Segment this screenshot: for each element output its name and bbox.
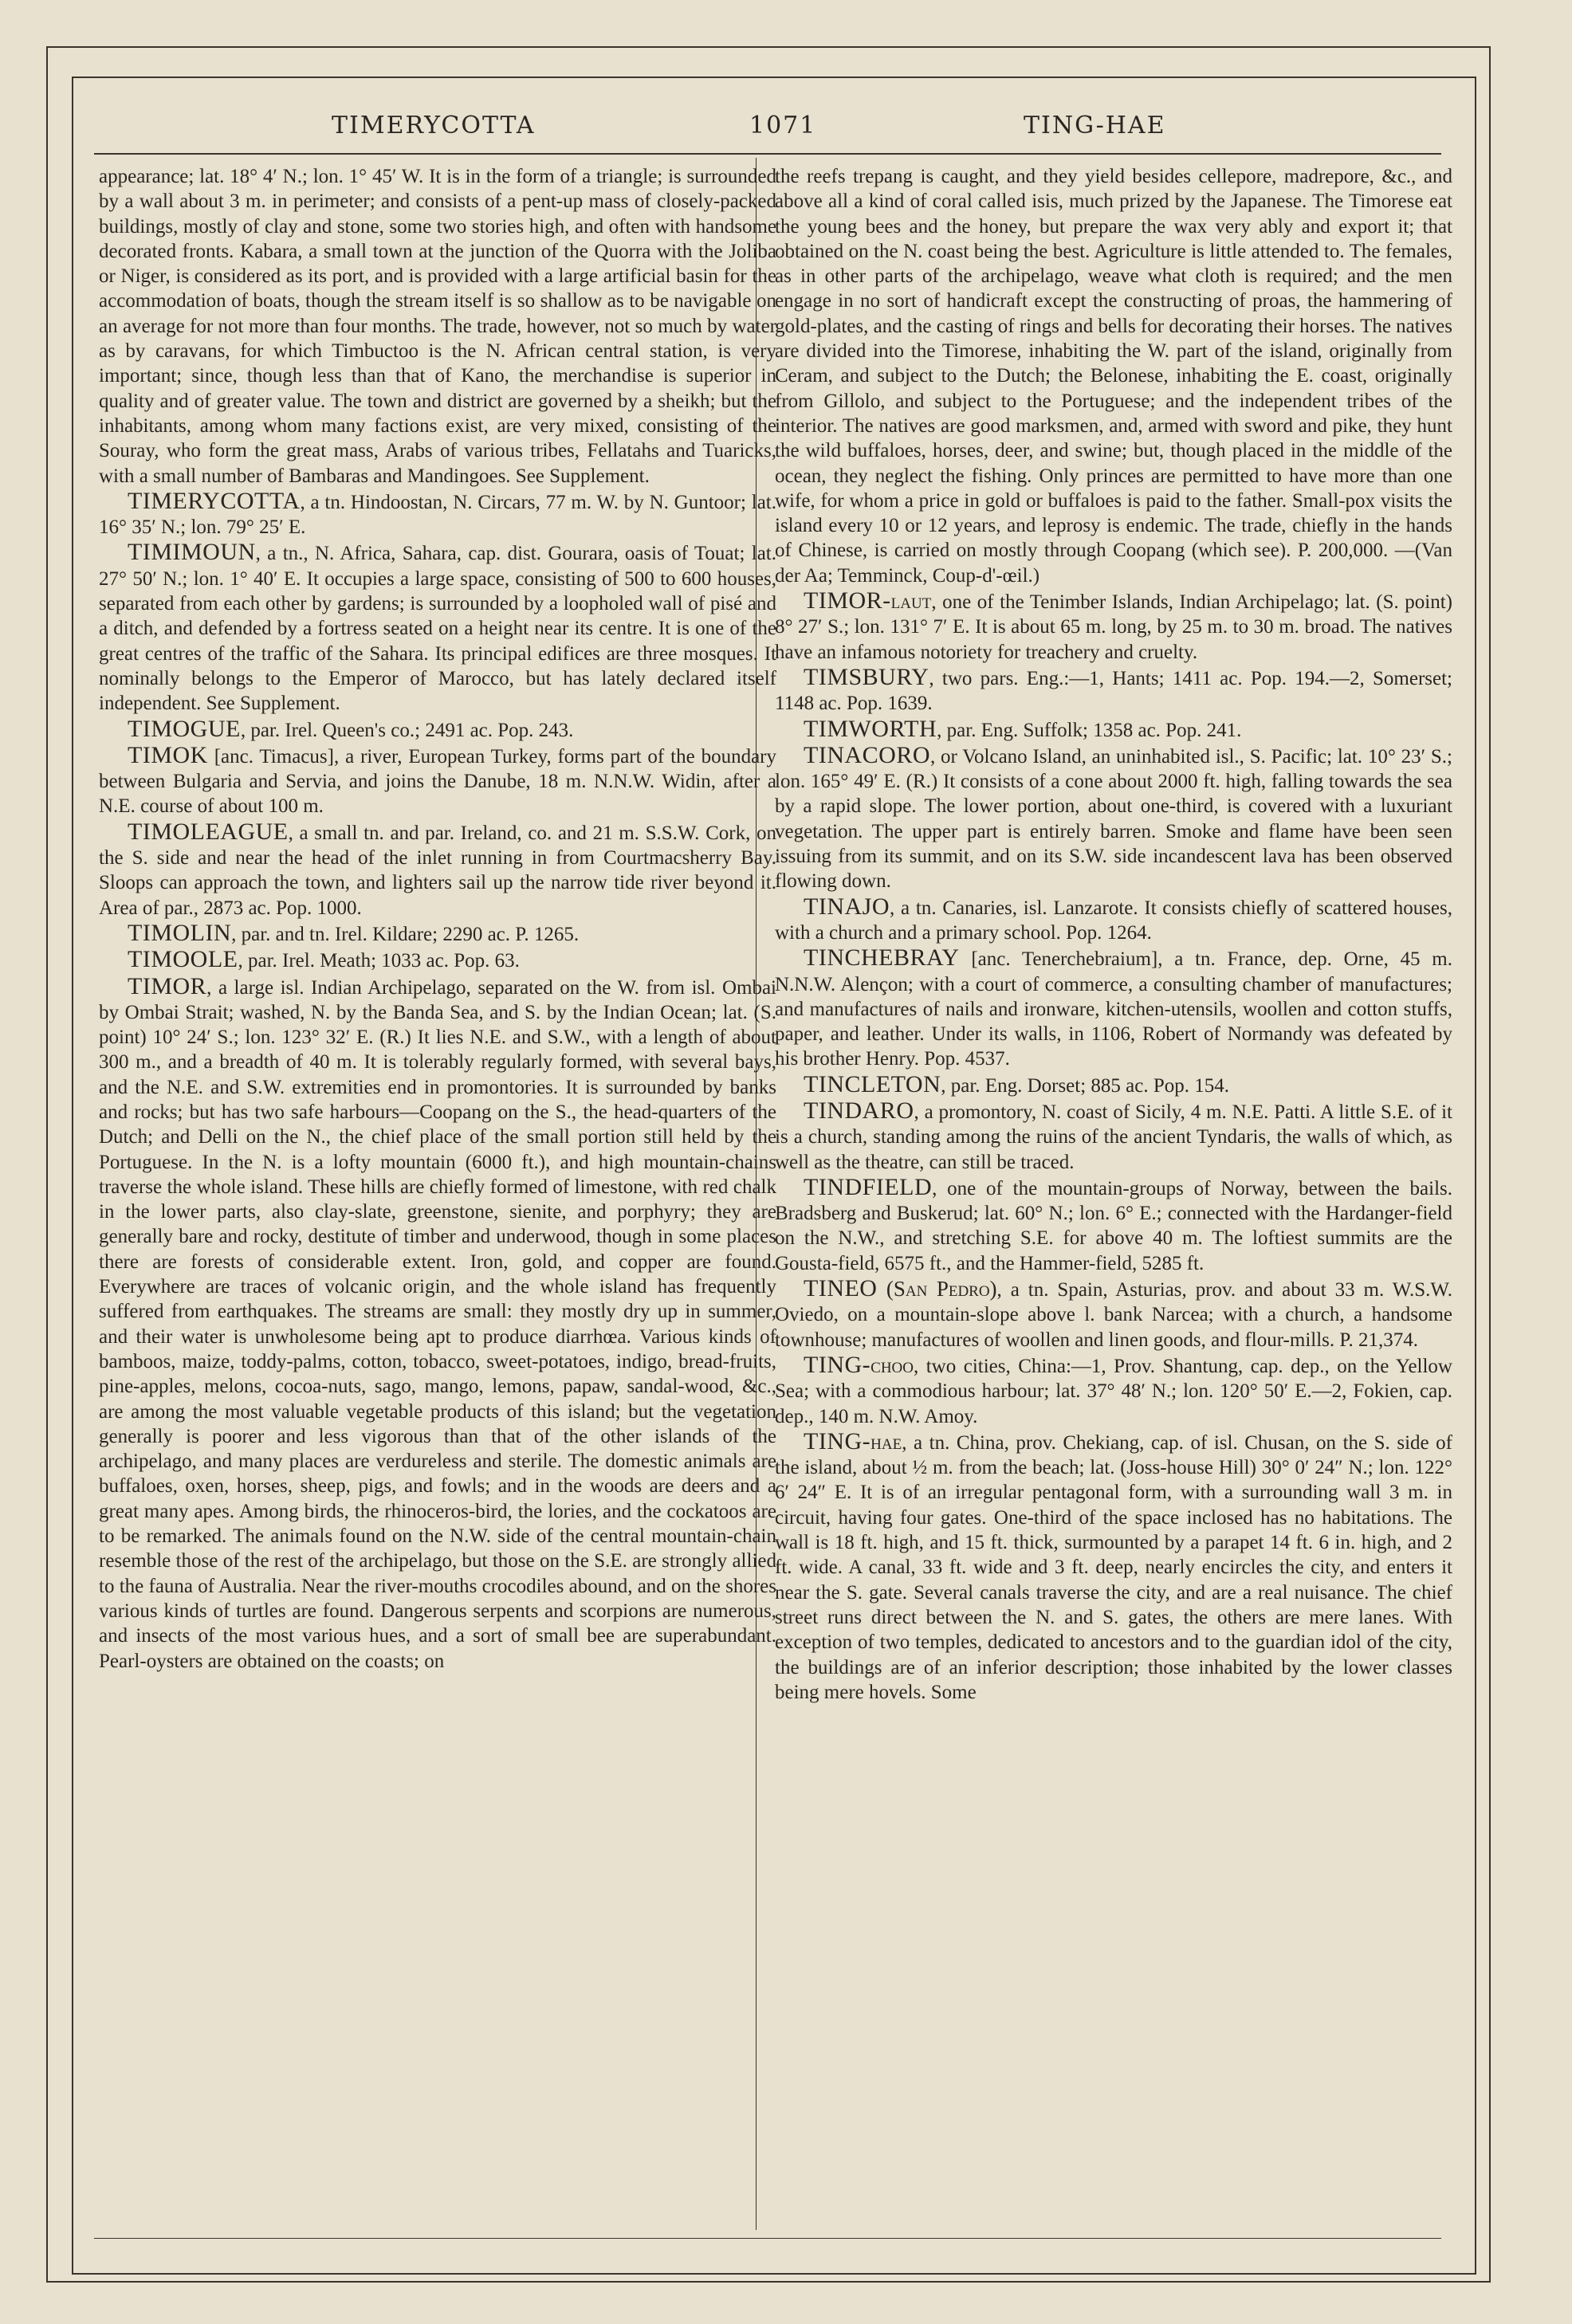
entry-text: , par. and tn. Irel. Kildare; 2290 ac. P. 1265. xyxy=(231,923,580,945)
gazetteer-entry xyxy=(775,716,1452,743)
entry-headword-suffix: hae xyxy=(870,1429,902,1454)
header-right-guide-word: TING-HAE xyxy=(1024,112,1166,139)
gazetteer-entry xyxy=(775,164,1452,588)
entry-headword-suffix: laut xyxy=(890,589,932,614)
entry-headword: TIMOLIN xyxy=(128,919,232,946)
entry-text: , a tn. China, prov. Chekiang, cap. of isl. Chusan, on the S. side of the island, about ½ m. from the beach; lat. (Joss-house Hill) 30° 0′ 24″ N.; lon. 122° 6′ 24″ E. It is of an irregular pentagonal form, with a surrounding wall 3 m. in circuit, having four gates. One-third of the space inclosed has no habitations. The wall is 18 ft. high, and 15 ft. thick, surmounted by a parapet 14 ft. 6 in. high, and 2 ft. wide. A canal, 33 ft. wide and 3 ft. deep, nearly encircles the city, and enters it near the S. gate. Several canals traverse the city, and are a real nuisance. The chief street runs direct between the N. and S. gates, the others are mere lanes. With exception of two temples, dedicated to ancestors and to the guardian idol of the city, the buildings are of an inferior description; those inhabited by the lower classes being mere hovels. Some xyxy=(775,1431,1452,1703)
entry-text: [anc. Timacus], a river, European Turkey, forms part of the boundary between Bulgaria and Servia, and joins the Danube, 18 m. N.N.W. Widin, after a N.E. course of about 100 m. xyxy=(99,745,776,818)
entry-headword: TIMOR- xyxy=(804,587,891,614)
entry-text: , par. Irel. Queen's co.; 2491 ac. Pop. 243. xyxy=(240,719,574,741)
gazetteer-entry xyxy=(775,1276,1452,1352)
entry-headword: TINCLETON xyxy=(804,1070,941,1097)
gazetteer-entry xyxy=(775,665,1452,716)
entry-headword: TIMOK xyxy=(128,741,208,768)
entry-headword: TING- xyxy=(804,1427,871,1454)
running-header xyxy=(88,112,1459,159)
entry-headword: TINACORO xyxy=(804,741,930,768)
gazetteer-entry xyxy=(775,1429,1452,1705)
right-column xyxy=(775,164,1452,2228)
gazetteer-entry xyxy=(775,1352,1452,1429)
entry-text: , a small tn. and par. Ireland, co. and 21 m. S.S.W. Cork, on the S. side and near the head of the inlet running in from Courtmacsherry Bay. Sloops can approach the town, and lighters sail up the narrow tide river beyond it. Area of par., 2873 ac. Pop. 1000. xyxy=(99,822,776,919)
gazetteer-entry xyxy=(99,489,776,540)
entry-headword: TIMOOLE xyxy=(128,946,238,973)
gazetteer-entry xyxy=(99,743,776,819)
entry-headword: TING- xyxy=(804,1351,871,1378)
entry-text: appearance; lat. 18° 4′ N.; lon. 1° 45′ W. It is in the form of a triangle; is surrounded by a wall about 3 m. in perimeter; and consists of a pent-up mass of closely-packed buildings, mostly of clay and stone, some two stories high, and often with handsome decorated fronts. Kabara, a small town at the junction of the Quorra with the Joliba or Niger, is considered as its port, and is provided with a large artificial basin for the accommodation of boats, though the stream itself is so shallow as to be navigable on an average for not more than four months. The trade, however, not so much by water as by caravans, for which Timbuctoo is the N. African central station, is very important; since, though less than that of Kano, the merchandise is superior in quality and of greater value. The town and district are governed by a sheikh; but the inhabitants, among whom many factions exist, are very mixed, consisting of the Souray, who form the great mass, Arabs of various tribes, Fellatahs and Tuaricks, with a small number of Bambaras and Mandingoes. See Supplement. xyxy=(99,166,776,487)
entry-headword: TIMOR xyxy=(128,972,207,999)
entry-text: , one of the mountain-groups of Norway, between the bails. Bradsberg and Buskerud; lat. 60° N.; lon. 6° E.; connected with the Hardanger-field on the N.W., and stretching S.E. for above 40 m. The loftiest summits are the Gousta-field, 6575 ft., and the Hammer-field, 5285 ft. xyxy=(775,1177,1452,1274)
entry-headword-suffix: choo xyxy=(870,1352,914,1377)
entry-text: , a tn. Spain, Asturias, prov. and about 33 m. W.S.W. Oviedo, on a mountain-slope above l. bank Narcea; with a church, a handsome townhouse; manufactures of woollen and linen goods, and flour-mills. P. 21,374. xyxy=(775,1279,1452,1351)
entry-headword: TINAJO xyxy=(804,893,890,920)
gazetteer-entry xyxy=(775,588,1452,665)
entry-headword: TINDARO xyxy=(804,1097,914,1124)
entry-text: , par. Irel. Meath; 1033 ac. Pop. 63. xyxy=(238,950,520,972)
page-number: 1071 xyxy=(749,112,817,139)
gazetteer-entry xyxy=(99,540,776,716)
entry-headword: TIMIMOUN xyxy=(128,539,256,566)
entry-text: , two pars. Eng.:—1, Hants; 1411 ac. Pop. 194.—2, Somerset; 1148 ac. Pop. 1639. xyxy=(775,667,1452,715)
entry-text: , par. Eng. Dorset; 885 ac. Pop. 154. xyxy=(941,1074,1230,1097)
entry-text: , one of the Tenimber Islands, Indian Archipelago; lat. (S. point) 8° 27′ S.; lon. 131° 7′ E. It is about 65 m. long, by 25 m. to 30 m. broad. The natives have an infamous notoriety for treachery and cruelty. xyxy=(775,591,1452,663)
gazetteer-entry xyxy=(99,716,776,743)
gazetteer-entry xyxy=(775,1098,1452,1175)
gazetteer-entry xyxy=(99,819,776,921)
entry-text: , a tn. Hindoostan, N. Circars, 77 m. W. by N. Guntoor; lat. 16° 35′ N.; lon. 79° 25′ E. xyxy=(99,491,776,539)
entry-text: the reefs trepang is caught, and they yield besides cellepore, madrepore, &c., and above all a kind of coral called isis, much prized by the Japanese. The Timorese eat the young bees and the honey, but prepare the wax very ably and export it; that obtained on the N. coast being the best. Agriculture is little attended to. The females, as in other parts of the archipelago, weave what cloth is required; and the men engage in no sort of handicraft except the constructing of proas, the hammering of gold-plates, and the casting of rings and bells for decorating their horses. The natives are divided into the Timorese, inhabiting the W. part of the island, originally from Ceram, and subject to the Dutch; the Belonese, inhabiting the E. coast, originally from Gillolo, and subject to the Portuguese; and the independent tribes of the interior. The natives are good marksmen, and, armed with sword and pike, they hunt the wild buffaloes, horses, deer, and swine; but, though placed in the middle of the ocean, they neglect the fishing. Only princes are permitted to have more than one wife, for whom a price in gold or buffaloes is paid to the father. Small-pox visits the island every 10 or 12 years, and leprosy is endemic. The trade, chiefly in the hands of Chinese, is carried on mostly through Coopang (which see). P. 200,000. —(Van der Aa; Temminck, Coup-d'-œil.) xyxy=(775,166,1452,587)
entry-text: , a large isl. Indian Archipelago, separated on the W. from isl. Ombai by Ombai Strait; washed, N. by the Banda Sea, and S. by the Indian Ocean; lat. (S. point) 10° 24′ S.; lon. 123° 32′ E. (R.) It lies N.E. and S.W., with a length of about 300 m., and a breadth of 40 m. It is tolerably regularly formed, with several bays, and the N.E. and S.W. extremities end in promontories. It is surrounded by banks and rocks; but has two safe harbours—Coopang on the S., the head-quarters of the Dutch; and Delli on the N., the chief place of the small portion still held by the Portuguese. In the N. is a lofty mountain (6000 ft.), and high mountain-chains traverse the whole island. These hills are chiefly formed of limestone, with red chalk in the lower parts, also clay-slate, greenstone, sienite, and porphyry; they are generally bare and rocky, destitute of timber and underwood, though in some places there are forests of considerable extent. Iron, gold, and copper are found. Everywhere are traces of volcanic origin, and the whole island has frequently suffered from earthquakes. The streams are small: they mostly dry up in summer, and their water is unwholesome being apt to produce diarrhœa. Various kinds of bamboos, maize, toddy-palms, cotton, tobacco, sweet-potatoes, indigo, bread-fruits, pine-apples, melons, cocoa-nuts, sago, mango, lemons, papaw, sandal-wood, &c., are among the most valuable vegetable products of this island; but the vegetation generally is poorer and less vigorous than that of the other islands of the archipelago, and many places are verdureless and sterile. The domestic animals are buffaloes, oxen, horses, sheep, pigs, and fowls; and in the woods are deers and a great many apes. Among birds, the rhinoceros-bird, the lories, and the cockatoos are to be remarked. The animals found on the N.W. side of the central mountain-chain resemble those of the rest of the archipelago, but those on the S.E. are strongly allied to the fauna of Australia. Near the river-mouths crocodiles abound, and on the shores various kinds of turtles are found. Dangerous serpents and scorpions are numerous, and insects of the most various hues, and a sort of small bee are superabundant. Pearl-oysters are obtained on the coasts; on xyxy=(99,976,776,1672)
entry-headword: TIMOLEAGUE xyxy=(128,818,289,845)
entry-alt-name: (San Pedro) xyxy=(877,1277,997,1301)
gazetteer-entry xyxy=(775,1175,1452,1276)
entry-text: , two cities, China:—1, Prov. Shantung, cap. dep., on the Yellow Sea; with a commodious harbour; lat. 37° 48′ N.; lon. 120° 50′ E.—2, Fokien, cap. dep., 140 m. N.W. Amoy. xyxy=(775,1355,1452,1427)
gazetteer-entry xyxy=(775,743,1452,894)
left-column xyxy=(99,164,776,2228)
entry-headword: TIMSBURY xyxy=(804,663,929,690)
header-rule xyxy=(94,153,1441,155)
gazetteer-entry xyxy=(99,164,776,489)
entry-text: , a tn., N. Africa, Sahara, cap. dist. Gourara, oasis of Touat; lat. 27° 50′ N.; lon. 1° 40′ E. It occupies a large space, consisting of 500 to 600 houses, separated from each other by gardens; is surrounded by a loopholed wall of pisé and a ditch, and defended by a fortress seated on a height near its centre. It is one of the great centres of the traffic of the Sahara. Its principal edifices are three mosques. It nominally belongs to the Emperor of Marocco, but has lately declared itself independent. See Supplement. xyxy=(99,543,776,715)
gazetteer-entry xyxy=(775,1072,1452,1098)
entry-headword: TIMOGUE xyxy=(128,715,241,742)
gazetteer-entry xyxy=(775,894,1452,946)
entry-headword: TIMWORTH xyxy=(804,715,937,742)
gazetteer-entry xyxy=(99,974,776,1674)
entry-text: , or Volcano Island, an uninhabited isl., S. Pacific; lat. 10° 23′ S.; lon. 165° 49′ E. (R.) It consists of a cone about 2000 ft. high, falling towards the sea by a rapid slope. The lower portion, about one-third, is covered with a luxuriant vegetation. The upper part is entirely barren. Smoke and flame have been seen issuing from its summit, and on its S.W. side incandescent lava has been observed flowing down. xyxy=(775,745,1452,893)
entry-headword: TINEO xyxy=(804,1275,878,1302)
entry-headword: TINCHEBRAY xyxy=(804,944,960,972)
entry-text: , par. Eng. Suffolk; 1358 ac. Pop. 241. xyxy=(937,719,1242,741)
gazetteer-entry xyxy=(775,945,1452,1071)
entry-headword: TIMERYCOTTA xyxy=(128,487,301,514)
entry-text: , a tn. Canaries, isl. Lanzarote. It consists chiefly of scattered houses, with a church and a primary school. Pop. 1264. xyxy=(775,897,1452,944)
entry-text: , a promontory, N. coast of Sicily, 4 m. N.E. Patti. A little S.E. of it is a church, standing among the ruins of the ancient Tyndaris, the walls of which, as well as the theatre, can still be traced. xyxy=(775,1101,1452,1173)
gazetteer-entry xyxy=(99,921,776,947)
gazetteer-entry xyxy=(99,947,776,973)
entry-text: [anc. Tenerchebraium], a tn. France, dep. Orne, 45 m. N.N.W. Alençon; with a court of commerce, a consulting chamber of manufactures; and manufactures of nails and ironware, kitchen-utensils, woollen and cotton stuffs, paper, and leather. Under its walls, in 1106, Robert of Normandy was defeated by his brother Henry. Pop. 4537. xyxy=(775,948,1452,1070)
footer-rule xyxy=(94,2238,1441,2239)
entry-headword: TINDFIELD xyxy=(804,1173,933,1200)
header-left-guide-word: TIMERYCOTTA xyxy=(332,112,536,139)
